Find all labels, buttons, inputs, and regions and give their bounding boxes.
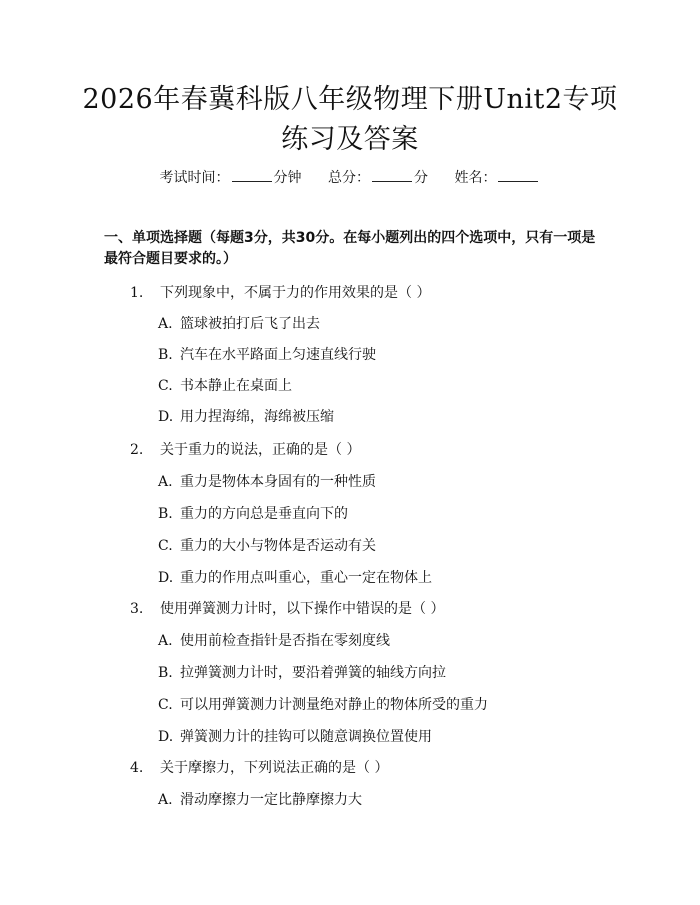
question-text: 关于重力的说法，正确的是（ ） <box>160 442 361 458</box>
question-number: 4. <box>130 760 144 776</box>
option-letter: A. <box>158 316 173 332</box>
student-name-label: 姓名： <box>454 170 497 186</box>
question-4-option-a <box>158 790 362 810</box>
student-name-blank <box>498 169 538 182</box>
option-text: 用力捏海绵，海绵被压缩 <box>180 409 334 425</box>
question-number: 2. <box>130 442 144 458</box>
question-1-option-b <box>158 345 376 365</box>
option-letter: A. <box>158 792 173 808</box>
option-text: 可以用弹簧测力计测量绝对静止的物体所受的重力 <box>180 697 488 713</box>
question-3-option-b <box>158 663 446 683</box>
exam-time-label: 考试时间： <box>159 170 230 186</box>
document-title <box>60 80 640 160</box>
student-name-field <box>454 168 540 188</box>
exam-time-blank <box>232 169 272 182</box>
section-heading-single-choice: 一、单项选择题（每题3分，共30分。在每小题列出的四个选项中，只有一项是最符合题目要求的。） <box>104 230 596 267</box>
option-text: 重力的大小与物体是否运动有关 <box>180 538 376 554</box>
option-letter: C. <box>158 697 173 713</box>
question-text: 关于摩擦力，下列说法正确的是（ ） <box>160 760 389 776</box>
option-letter: B. <box>158 506 173 522</box>
option-text: 重力是物体本身固有的一种性质 <box>180 474 376 490</box>
question-2-option-d <box>158 568 432 588</box>
option-letter: B. <box>158 665 173 681</box>
title-line-1: 2026年春冀科版八年级物理下册Unit2专项 <box>82 84 618 115</box>
title-line-2: 练习及答案 <box>281 124 419 155</box>
option-letter: C. <box>158 538 173 554</box>
question-2 <box>130 440 360 460</box>
question-2-option-a <box>158 472 376 492</box>
question-number: 1. <box>130 285 144 301</box>
question-text: 下列现象中，不属于力的作用效果的是（ ） <box>160 285 431 301</box>
option-letter: C. <box>158 378 173 394</box>
total-score-unit: 分 <box>414 170 428 186</box>
option-letter: D. <box>158 729 174 745</box>
option-text: 拉弹簧测力计时，要沿着弹簧的轴线方向拉 <box>180 665 446 681</box>
total-score-field <box>328 168 428 188</box>
question-2-option-c <box>158 536 376 556</box>
question-1-option-d <box>158 407 334 427</box>
option-text: 书本静止在桌面上 <box>180 378 292 394</box>
option-letter: A. <box>158 633 173 649</box>
exam-time-field <box>160 168 302 188</box>
option-text: 弹簧测力计的挂钩可以随意调换位置使用 <box>180 729 432 745</box>
option-text: 使用前检查指针是否指在零刻度线 <box>180 633 390 649</box>
question-number: 3. <box>130 601 144 617</box>
option-text: 滑动摩擦力一定比静摩擦力大 <box>180 792 362 808</box>
option-letter: D. <box>158 409 174 425</box>
question-1-option-c <box>158 376 292 396</box>
question-2-option-b <box>158 504 348 524</box>
question-text: 使用弹簧测力计时，以下操作中错误的是（ ） <box>160 601 445 617</box>
option-text: 重力的方向总是垂直向下的 <box>180 506 348 522</box>
question-3-option-c <box>158 695 488 715</box>
question-1 <box>130 283 430 303</box>
total-score-label: 总分： <box>328 170 370 186</box>
option-letter: B. <box>158 347 173 363</box>
question-1-option-a <box>158 314 320 334</box>
question-3 <box>130 599 444 619</box>
exam-time-unit: 分钟 <box>273 170 302 186</box>
question-4 <box>130 758 388 778</box>
option-letter: D. <box>158 570 174 586</box>
option-text: 汽车在水平路面上匀速直线行驶 <box>180 347 376 363</box>
total-score-blank <box>372 169 412 182</box>
option-letter: A. <box>158 474 173 490</box>
question-3-option-a <box>158 631 390 651</box>
option-text: 重力的作用点叫重心，重心一定在物体上 <box>180 570 432 586</box>
question-3-option-d <box>158 727 432 747</box>
option-text: 篮球被拍打后飞了出去 <box>180 316 320 332</box>
exam-meta-line <box>0 168 700 188</box>
